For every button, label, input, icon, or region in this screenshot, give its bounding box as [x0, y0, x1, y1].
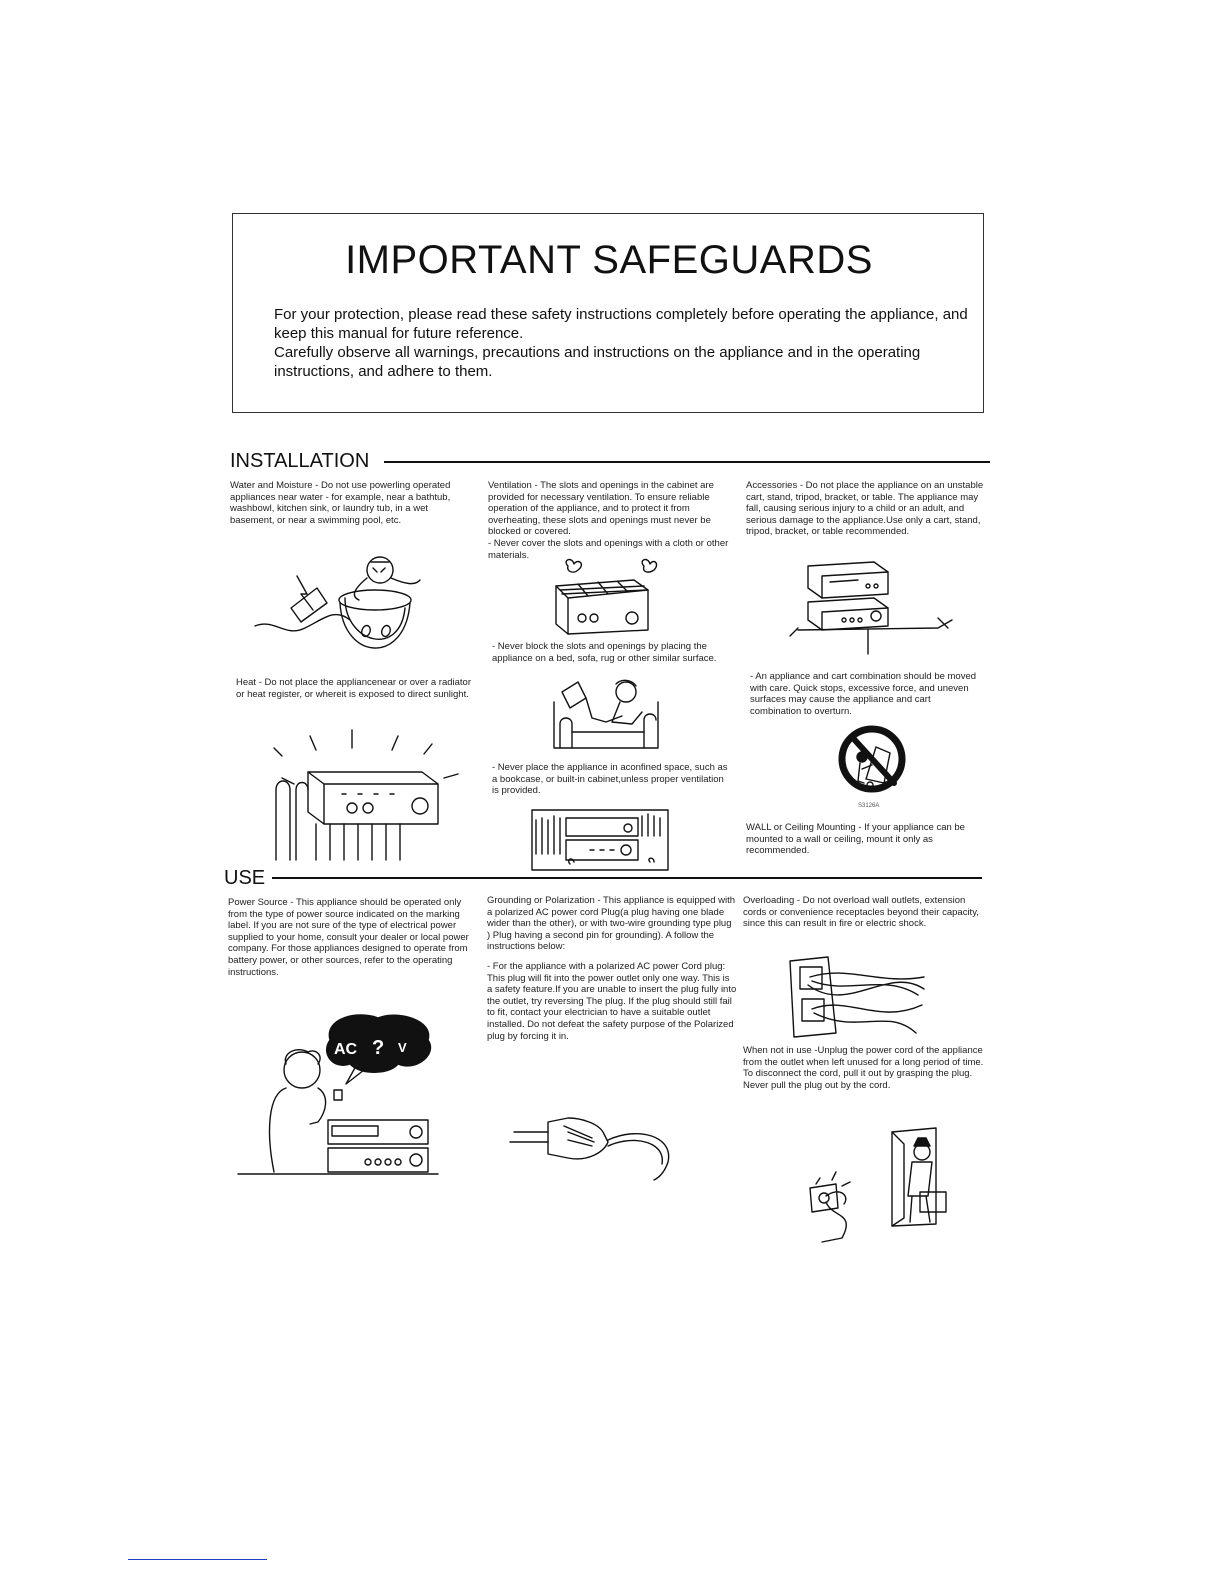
ventilation-text [488, 480, 738, 561]
use-heading: USE [224, 867, 266, 889]
accessories-text: Accessories - Do not place the appliance on an unstable cart, stand, tripod, bracket, or table. The appliance may fall, causing serious injury to a child or an adult, and serious damage to the appliance.Use only a cart, stand, tripod, bracket, or table recommended. [746, 480, 984, 538]
not-in-use-text: When not in use -Unplug the power cord of the appliance from the outlet when left unused for a long period of time. To disconnect the cord, pull it out by grasping the plug. Never pull the plug out by the cord. [743, 1045, 984, 1091]
grounding-paragraph-1: Grounding or Polarization - This appliance is equipped with a polarized AC power cord Plug(a plug having one blade wider than the other), or with two-wire grounding type plug ) Plug having a second pin for grounding). A follow the instructions below: [487, 895, 736, 953]
polarized-plug-illustration [508, 1112, 674, 1182]
ventilation-bed-text: - Never block the slots and openings by placing the appliance on a bed, sofa, rug or other similar surface. [492, 641, 717, 664]
safeguards-box [232, 213, 984, 413]
radiator-illustration [272, 728, 472, 860]
intro-paragraph-1: For your protection, please read these safety instructions completely before operating the appliance, and keep this manual for future reference. [274, 306, 968, 342]
cart-text: - An appliance and cart combination should be moved with care. Quick stops, excessive force, and uneven surfaces may cause the appliance and cart combination to overturn. [750, 671, 977, 717]
use-rule [272, 877, 982, 879]
water-moisture-text: Water and Moisture - Do not use powerling operated appliances near water - for example, near a bathtub, washbowl, kitchen sink, or laundry tub, in a wet basement, or near a swimming pool, etc. [230, 480, 451, 526]
ventilation-paragraph-2: - Never cover the slots and openings with a cloth or other materials. [488, 537, 729, 561]
cart-warning-icon [836, 723, 908, 809]
bubble-ac-label: AC [334, 1041, 358, 1058]
overloaded-outlet-illustration [788, 955, 926, 1041]
grounding-text [487, 895, 737, 1042]
intro-paragraph-2: Carefully observe all warnings, precautions and instructions on the appliance and in the operating instructions, and adhere to them. [274, 344, 921, 380]
installation-heading: INSTALLATION [230, 450, 370, 472]
bookcase-illustration [530, 806, 670, 876]
heat-text: Heat - Do not place the appliancenear or over a radiator or heat register, or whereit is exposed to direct sunlight. [236, 677, 471, 700]
wall-mounting-text: WALL or Ceiling Mounting - If your appliance can be mounted to a wall or ceiling, mount it only as recommended. [746, 822, 965, 857]
bathtub-illustration [255, 548, 425, 670]
page-title: IMPORTANT SAFEGUARDS [345, 238, 873, 282]
grounding-paragraph-2: - For the appliance with a polarized AC power Cord plug: This plug will fit into the power outlet only one way. This is a safety feature.If you are unable to insert the plug fully into the outlet, try reversing The plug. If the plug should still fail to fit, contact your electrician to have a suitable outlet installed. Do not defeat the safety purpose of the Polarized plug by forcing it in. [487, 960, 737, 1042]
table-illustration [788, 558, 958, 658]
bubble-question-label: ? [372, 1037, 385, 1059]
covered-appliance-illustration [548, 560, 658, 640]
ventilation-paragraph-1: Ventilation - The slots and openings in the cabinet are provided for necessary ventilation. To ensure reliable operation of the appliance, and to protect it from overheating, these slots and openings must never be blocked or covered. [488, 480, 714, 538]
unplug-illustration [796, 1126, 974, 1246]
power-source-illustration [238, 1012, 438, 1178]
cart-code-label: S3126A [858, 803, 880, 809]
ventilation-confined-text: - Never place the appliance in aconfined space, such as a bookcase, or built-in cabinet,unless proper ventilation is provided. [492, 762, 728, 797]
overloading-text: Overloading - Do not overload wall outlets, extension cords or convenience receptacles beyond their capacity, since this can result in fire or electric shock. [743, 895, 979, 930]
bubble-v-label: V [398, 1040, 407, 1055]
intro-text [274, 305, 984, 381]
installation-rule [384, 461, 990, 463]
footer-link-underline [128, 1559, 267, 1560]
sofa-illustration [552, 672, 662, 752]
power-source-text: Power Source - This appliance should be operated only from the type of power source indicated on the marking label. If you are not sure of the type of electrical power supplied to your home, consult your dealer or local power company. For those appliances designed to operate from battery power, or other sources, refer to the operating instructions. [228, 897, 469, 978]
